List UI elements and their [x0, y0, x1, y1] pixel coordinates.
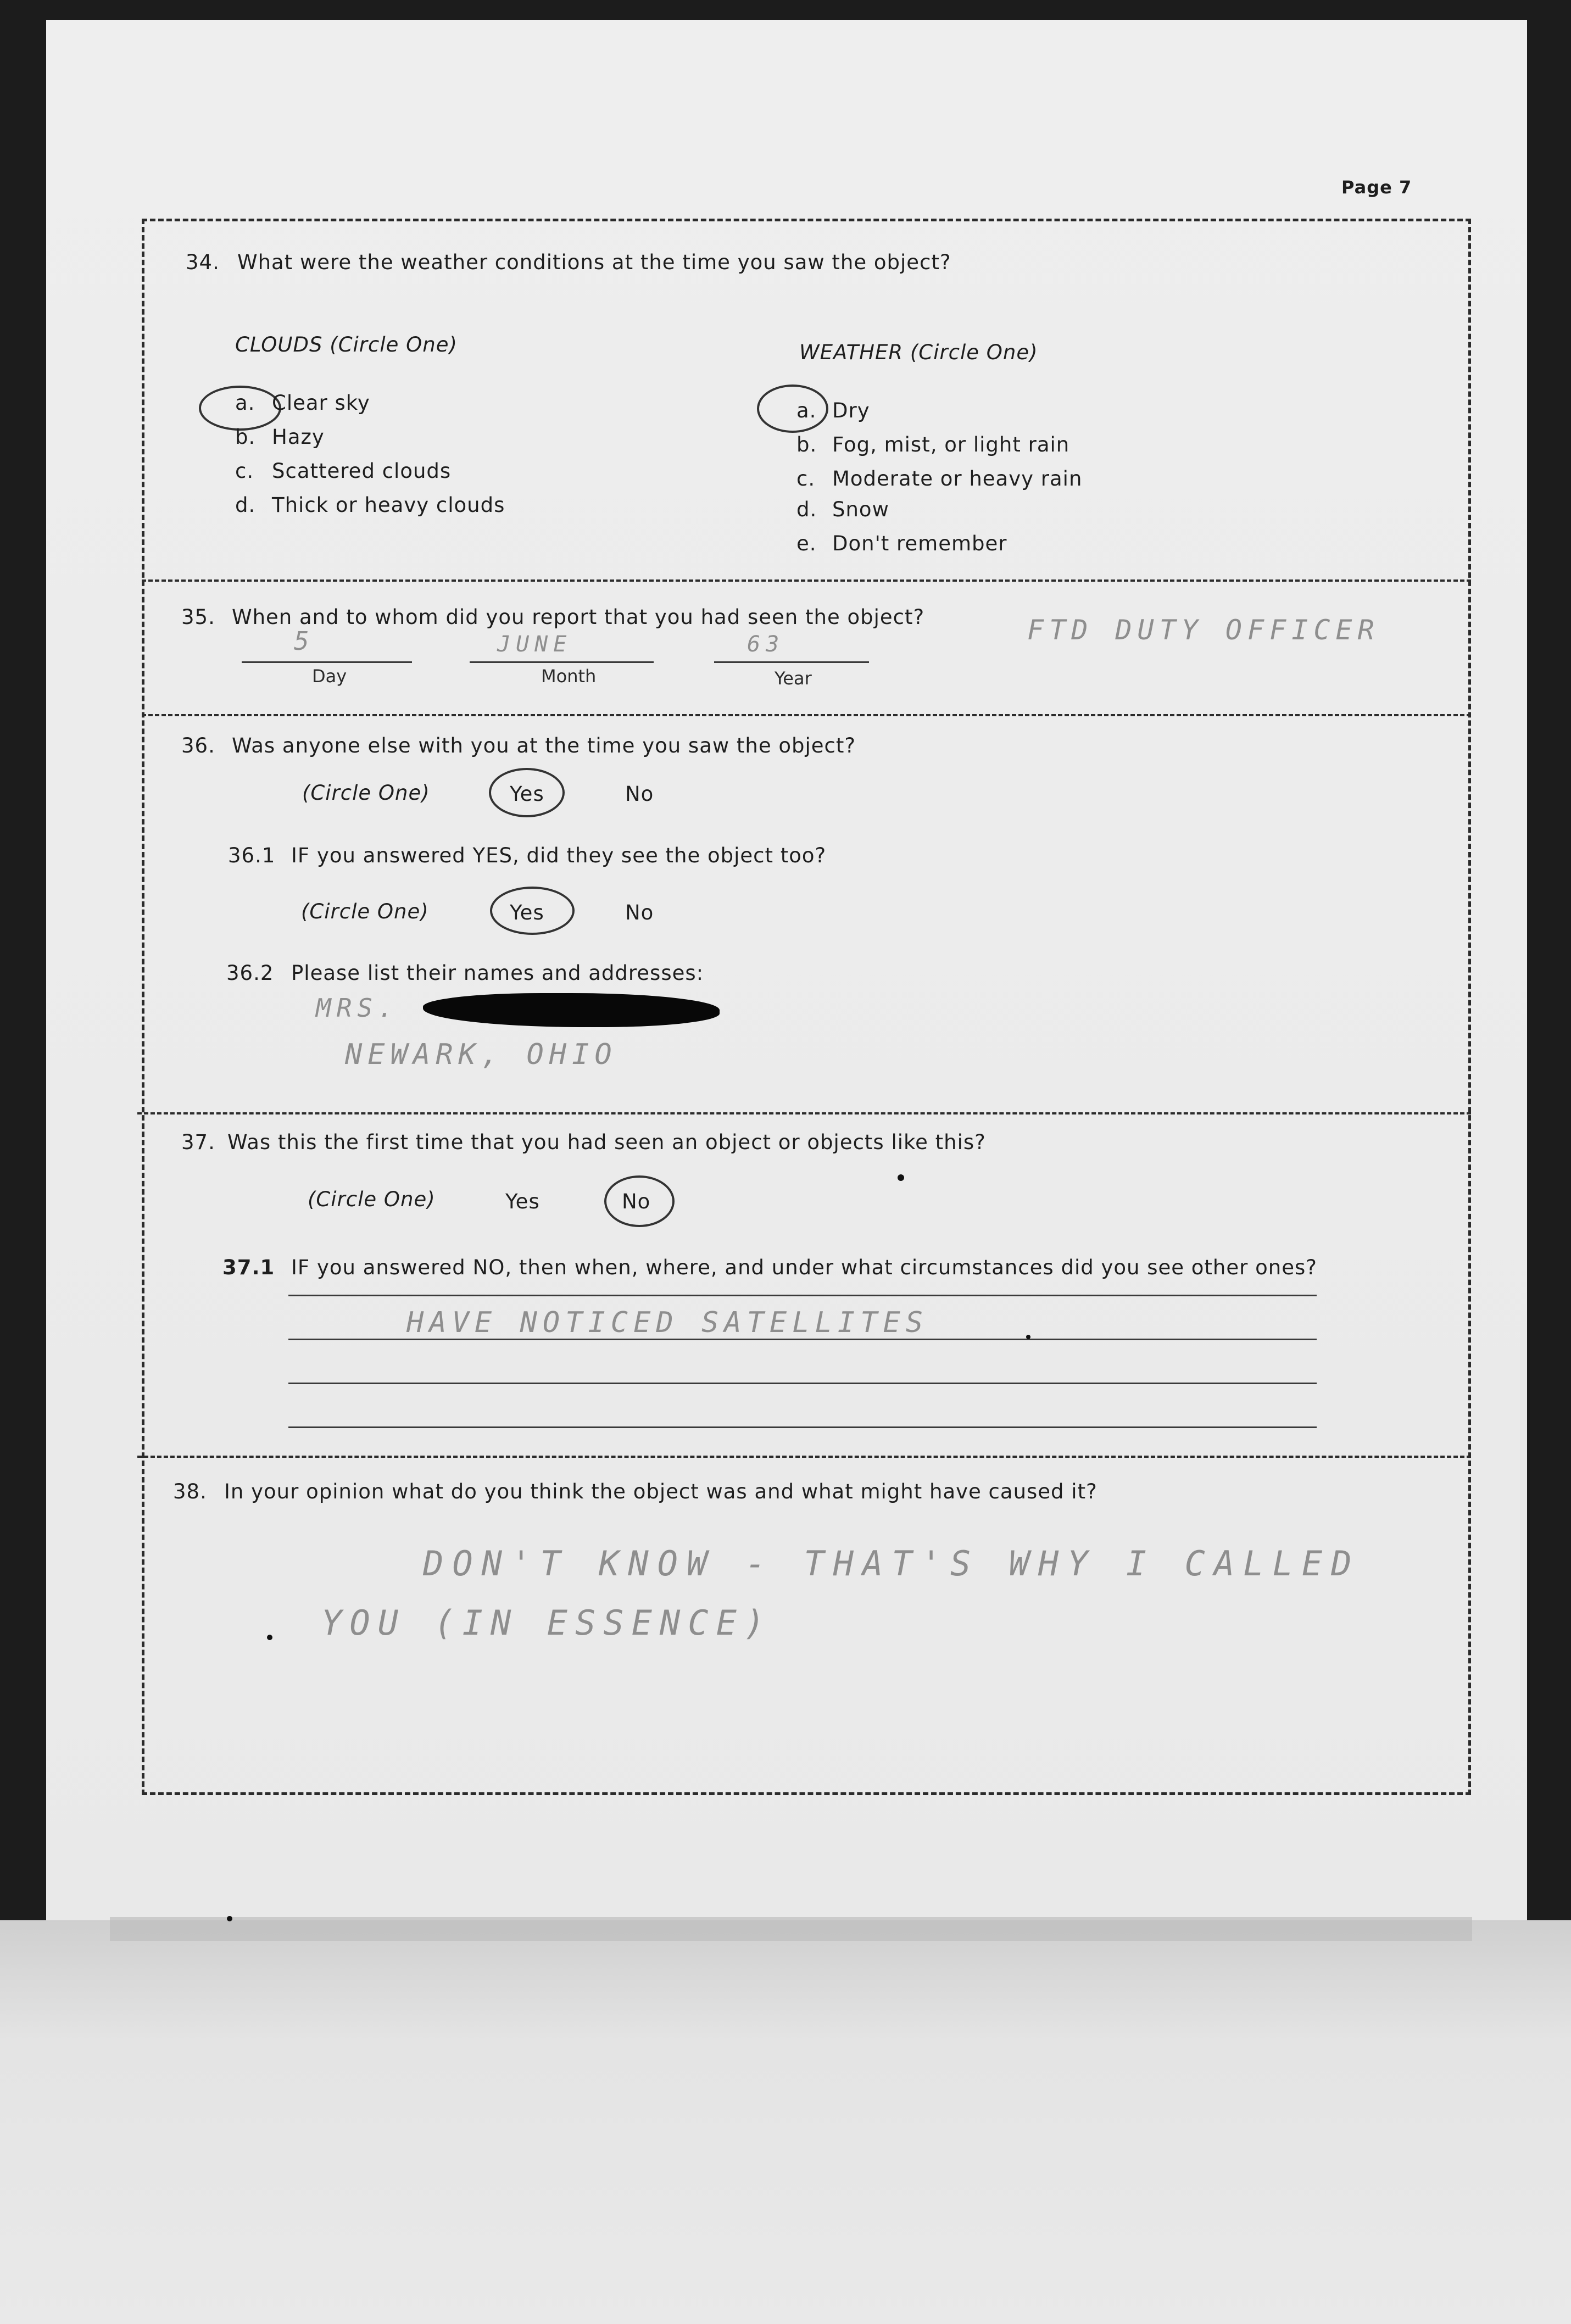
q37-no-option[interactable]: No: [622, 1190, 651, 1213]
scan-lower-margin: [0, 1920, 1571, 2324]
weather-option-text[interactable]: Fog, mist, or light rain: [832, 433, 1070, 456]
q38-answer-line1[interactable]: DON'T KNOW - THAT'S WHY I CALLED: [423, 1543, 1361, 1584]
day-label: Day: [312, 666, 347, 687]
month-field-line: [470, 661, 654, 663]
q36-2-number: 36.2: [226, 961, 274, 985]
page-number: Page 7: [1341, 177, 1412, 198]
weather-option-text[interactable]: Dry: [832, 399, 870, 422]
q35-number: 35.: [181, 605, 215, 629]
day-field-line: [242, 661, 412, 663]
month-label: Month: [541, 666, 597, 687]
q37-question: Was this the first time that you had seen an object or objects like this?: [227, 1130, 986, 1154]
scan-speck: [898, 1174, 904, 1181]
q36-2-question: Please list their names and addresses:: [291, 961, 704, 985]
separator-38: [137, 1456, 1471, 1458]
q34-question: What were the weather conditions at the time you saw the object?: [237, 250, 951, 274]
answer-line: [288, 1339, 1317, 1340]
clouds-option-letter: c.: [235, 459, 254, 483]
year-label: Year: [775, 668, 812, 689]
q36-circle-one: (Circle One): [302, 781, 430, 805]
q36-1-yes-option[interactable]: Yes: [510, 901, 544, 924]
q36-no-option[interactable]: No: [625, 782, 654, 806]
companion-name[interactable]: MRS.: [316, 993, 399, 1023]
q36-question: Was anyone else with you at the time you saw the object?: [232, 734, 856, 757]
q37-number: 37.: [181, 1130, 215, 1154]
weather-header: WEATHER (Circle One): [799, 341, 1038, 364]
scan-speck: [227, 1916, 232, 1921]
separator-36: [142, 714, 1471, 716]
q34-number: 34.: [186, 250, 220, 274]
clouds-option-text[interactable]: Clear sky: [272, 391, 370, 415]
q37-circle-one: (Circle One): [308, 1188, 436, 1211]
separator-35: [142, 579, 1471, 582]
weather-option-letter: d.: [796, 498, 817, 521]
q37-1-number: 37.1: [222, 1256, 275, 1279]
q36-1-number: 36.1: [228, 844, 276, 867]
scan-shadow-strip: [110, 1917, 1472, 1941]
report-month-value[interactable]: JUNE: [497, 632, 572, 657]
q36-1-question: IF you answered YES, did they see the object too?: [291, 844, 827, 867]
q38-number: 38.: [173, 1480, 207, 1503]
weather-option-text[interactable]: Moderate or heavy rain: [832, 467, 1083, 491]
q38-question: In your opinion what do you think the object was and what might have caused it?: [224, 1480, 1098, 1503]
scan-speck: [267, 1635, 272, 1640]
weather-option-letter: e.: [796, 532, 817, 555]
year-field-line: [714, 661, 869, 663]
clouds-option-text[interactable]: Thick or heavy clouds: [272, 493, 505, 517]
scan-speck: [1026, 1335, 1030, 1339]
clouds-option-letter: a.: [235, 391, 255, 415]
weather-option-letter: a.: [796, 399, 817, 422]
q36-1-no-option[interactable]: No: [625, 901, 654, 924]
separator-37: [137, 1112, 1471, 1114]
answer-line: [288, 1426, 1317, 1428]
clouds-option-letter: d.: [235, 493, 256, 517]
clouds-option-letter: b.: [235, 425, 256, 449]
q35-question: When and to whom did you report that you had seen the object?: [232, 605, 925, 629]
q36-number: 36.: [181, 734, 215, 757]
q38-answer-line2[interactable]: YOU (IN ESSENCE): [321, 1603, 773, 1643]
clouds-option-text[interactable]: Scattered clouds: [272, 459, 452, 483]
q36-yes-option[interactable]: Yes: [510, 782, 544, 806]
q37-1-answer[interactable]: HAVE NOTICED SATELLITES: [406, 1306, 929, 1339]
report-year-value[interactable]: 63: [747, 632, 785, 657]
weather-selection-circle: [757, 384, 828, 433]
weather-option-text[interactable]: Don't remember: [832, 532, 1007, 555]
weather-option-letter: b.: [796, 433, 817, 456]
answer-line: [288, 1383, 1317, 1384]
clouds-option-text[interactable]: Hazy: [272, 425, 325, 449]
q37-1-question: IF you answered NO, then when, where, and under what circumstances did you see other ones?: [291, 1256, 1317, 1279]
weather-option-text[interactable]: Snow: [832, 498, 889, 521]
companion-address[interactable]: NEWARK, OHIO: [345, 1038, 617, 1071]
clouds-header: CLOUDS (Circle One): [235, 333, 458, 356]
report-to-whom[interactable]: FTD DUTY OFFICER: [1027, 614, 1380, 646]
answer-line: [288, 1295, 1317, 1296]
q36-1-circle-one: (Circle One): [301, 900, 429, 923]
report-day-value[interactable]: 5: [294, 626, 315, 656]
q37-yes-option[interactable]: Yes: [505, 1190, 540, 1213]
weather-option-letter: c.: [796, 467, 816, 491]
